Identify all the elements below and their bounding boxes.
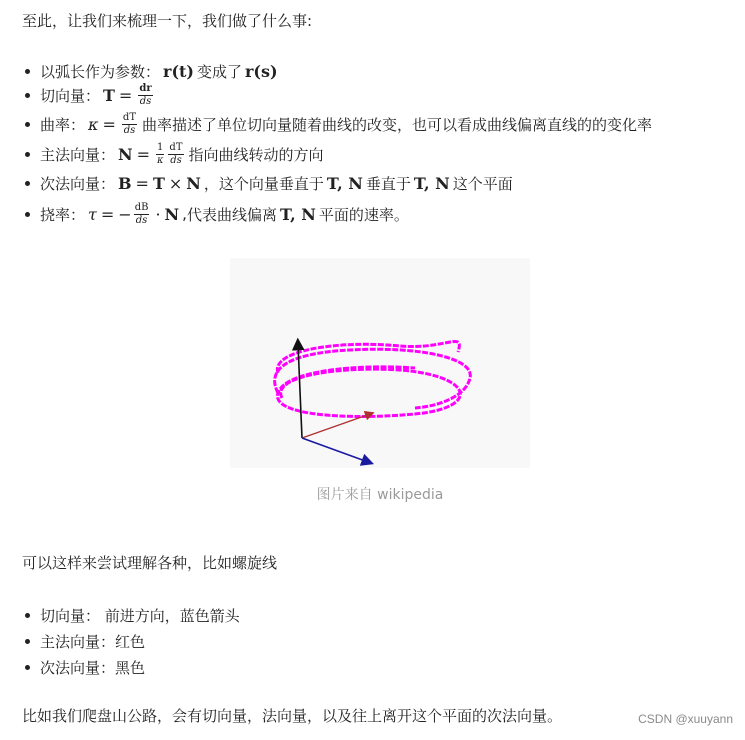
list-item-curvature bbox=[22, 108, 737, 140]
normal-fraction: $\frac{dT}{ds}$ bbox=[169, 141, 183, 166]
helix-intro-paragraph: 可以这样来尝试理解各种，比如螺旋线 bbox=[22, 554, 278, 572]
curvature-label: 曲率： bbox=[40, 115, 86, 134]
binormal-tn-1: T, N bbox=[326, 173, 363, 193]
list-item-tangent bbox=[22, 82, 737, 108]
tangent-fraction: $\frac{dr}{ds}$ bbox=[139, 82, 152, 107]
torsion-description-1: 代表曲线偏离 bbox=[186, 205, 277, 224]
torsion-tn: T, N bbox=[279, 204, 316, 224]
param-label: 以弧长作为参数： bbox=[40, 62, 161, 81]
param-from-formula: r(t) bbox=[163, 61, 194, 81]
binormal-description-3: 这个平面 bbox=[452, 174, 513, 193]
list-item-normal bbox=[22, 140, 737, 168]
tangent-formula: T = $\frac{dr}{ds}$ bbox=[103, 82, 152, 107]
watermark-text: CSDN @xuuyann bbox=[638, 712, 733, 726]
figure-caption: 图片来自 wikipedia bbox=[316, 487, 444, 503]
curvature-description: 曲率描述了单位切向量随着曲线的改变，也可以看成曲线偏离直线的的变化率 bbox=[142, 115, 653, 134]
list-item-helix-normal: 主法向量：红色 bbox=[22, 628, 737, 654]
torsion-formula: τ = − $\frac{dB}{ds}$ · N bbox=[88, 201, 180, 226]
param-mid-text: 变成了 bbox=[196, 62, 242, 81]
normal-description: 指向曲线转动的方向 bbox=[188, 145, 324, 164]
binormal-description-2: 垂直于 bbox=[365, 174, 411, 193]
torsion-fraction: $\frac{dB}{ds}$ bbox=[134, 201, 149, 226]
helix-illustration bbox=[230, 258, 530, 468]
list-item-torsion bbox=[22, 198, 737, 230]
binormal-formula: B = T × N bbox=[118, 173, 201, 193]
intro-paragraph: 至此，让我们来梳理一下，我们做了什么事: bbox=[22, 12, 313, 30]
binormal-label: 次法向量： bbox=[40, 174, 116, 193]
summary-list bbox=[22, 60, 737, 230]
binormal-tn-2: T, N bbox=[413, 173, 450, 193]
normal-inverse-kappa: $\frac{1}{\kappa}$ bbox=[156, 141, 164, 166]
list-item-parameter bbox=[22, 60, 737, 82]
closing-paragraph: 比如我们爬盘山公路，会有切向量，法向量，以及往上离开这个平面的次法向量。 bbox=[22, 707, 563, 725]
normal-formula: N = $\frac{1}{\kappa}$ $\frac{dT}{ds}$ bbox=[118, 141, 183, 166]
normal-label: 主法向量： bbox=[40, 145, 116, 164]
list-item-binormal bbox=[22, 168, 737, 198]
normal-arrow bbox=[302, 414, 370, 438]
list-item-helix-tangent: 切向量： 前进方向，蓝色箭头 bbox=[22, 602, 737, 628]
curvature-formula: κ = $\frac{dT}{ds}$ bbox=[88, 111, 136, 136]
curvature-fraction: $\frac{dT}{ds}$ bbox=[122, 111, 136, 136]
binormal-comma: ， bbox=[203, 174, 219, 193]
tangent-label: 切向量： bbox=[40, 86, 101, 105]
torsion-comma: , bbox=[182, 205, 187, 223]
helix-curve-back bbox=[277, 367, 460, 417]
helix-figure bbox=[230, 258, 530, 468]
param-to-formula: r(s) bbox=[245, 61, 278, 81]
tangent-arrow bbox=[302, 438, 368, 462]
binormal-description-1: 这个向量垂直于 bbox=[218, 174, 324, 193]
helix-vector-list bbox=[22, 602, 737, 680]
torsion-label: 挠率： bbox=[40, 205, 86, 224]
torsion-description-2: 平面的速率。 bbox=[318, 205, 409, 224]
list-item-helix-binormal: 次法向量：黑色 bbox=[22, 654, 737, 680]
